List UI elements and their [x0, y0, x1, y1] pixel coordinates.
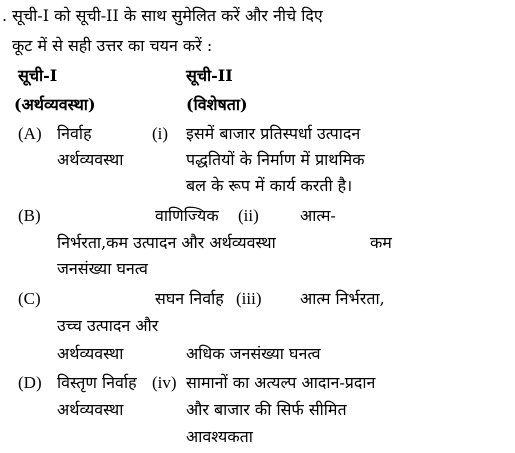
row-c-label: (C) [18, 289, 41, 308]
row-d-label: (D) [18, 373, 42, 392]
row-c-desc-line-2: अधिक जनसंख्या घनत्व [186, 344, 321, 363]
question-line-2: कूट में से सही उत्तर का चयन करें : [12, 36, 213, 55]
row-b-desc-line-2: कम [370, 233, 392, 252]
row-a-item-line-1: निर्वाह [57, 124, 92, 143]
row-c-desc-line-1: आत्म निर्भरता, [300, 289, 385, 308]
row-b-item-line-1: वाणिज्यिक [155, 206, 219, 225]
row-c-item-line-1: सघन निर्वाह [155, 289, 224, 308]
row-c-num: (iii) [236, 289, 262, 308]
row-d-item-line-2: अर्थव्यवस्था [57, 400, 124, 419]
row-b-num: (ii) [238, 206, 259, 225]
row-a-label: (A) [18, 124, 42, 143]
row-a-num: (i) [152, 124, 169, 143]
row-a-item-line-2: अर्थव्यवस्था [57, 150, 124, 169]
row-b-label: (B) [18, 206, 41, 225]
row-a-desc-line-1: इसमें बाजार प्रतिस्पर्धा उत्पादन [186, 124, 361, 143]
row-b-item-line-2: निर्भरता,कम उत्पादन और अर्थव्यवस्था [57, 233, 276, 252]
row-a-desc-line-2: पद्धतियों के निर्माण में प्राथमिक [186, 150, 365, 169]
row-b-desc-line-1: आत्म- [300, 206, 336, 225]
list2-title: सूची-II [186, 66, 233, 85]
row-c-item-line-2: उच्च उत्पादन और [57, 316, 159, 335]
list1-subtitle: (अर्थव्यवस्था) [14, 95, 96, 114]
list2-subtitle: (विशेषता) [186, 95, 248, 114]
row-d-desc-line-1: सामानों का अत्यल्प आदान-प्रदान [186, 373, 376, 392]
row-d-desc-line-3: आवश्यकता [186, 427, 253, 446]
list1-title: सूची-I [18, 66, 58, 85]
row-c-item-line-3: अर्थव्यवस्था [57, 344, 124, 363]
row-d-item-line-1: विस्तृण निर्वाह [57, 373, 137, 392]
question-line-1: . सूची-I को सूची-II के साथ सुमेलित करें और नीचे दिए [2, 6, 323, 25]
row-d-desc-line-2: और बाजार की सिर्फ सीमित [186, 400, 347, 419]
row-d-num: (iv) [152, 373, 177, 392]
row-a-desc-line-3: बल के रूप में कार्य करती है। [186, 176, 353, 195]
row-b-item-line-3: जनसंख्या घनत्व [57, 259, 148, 278]
